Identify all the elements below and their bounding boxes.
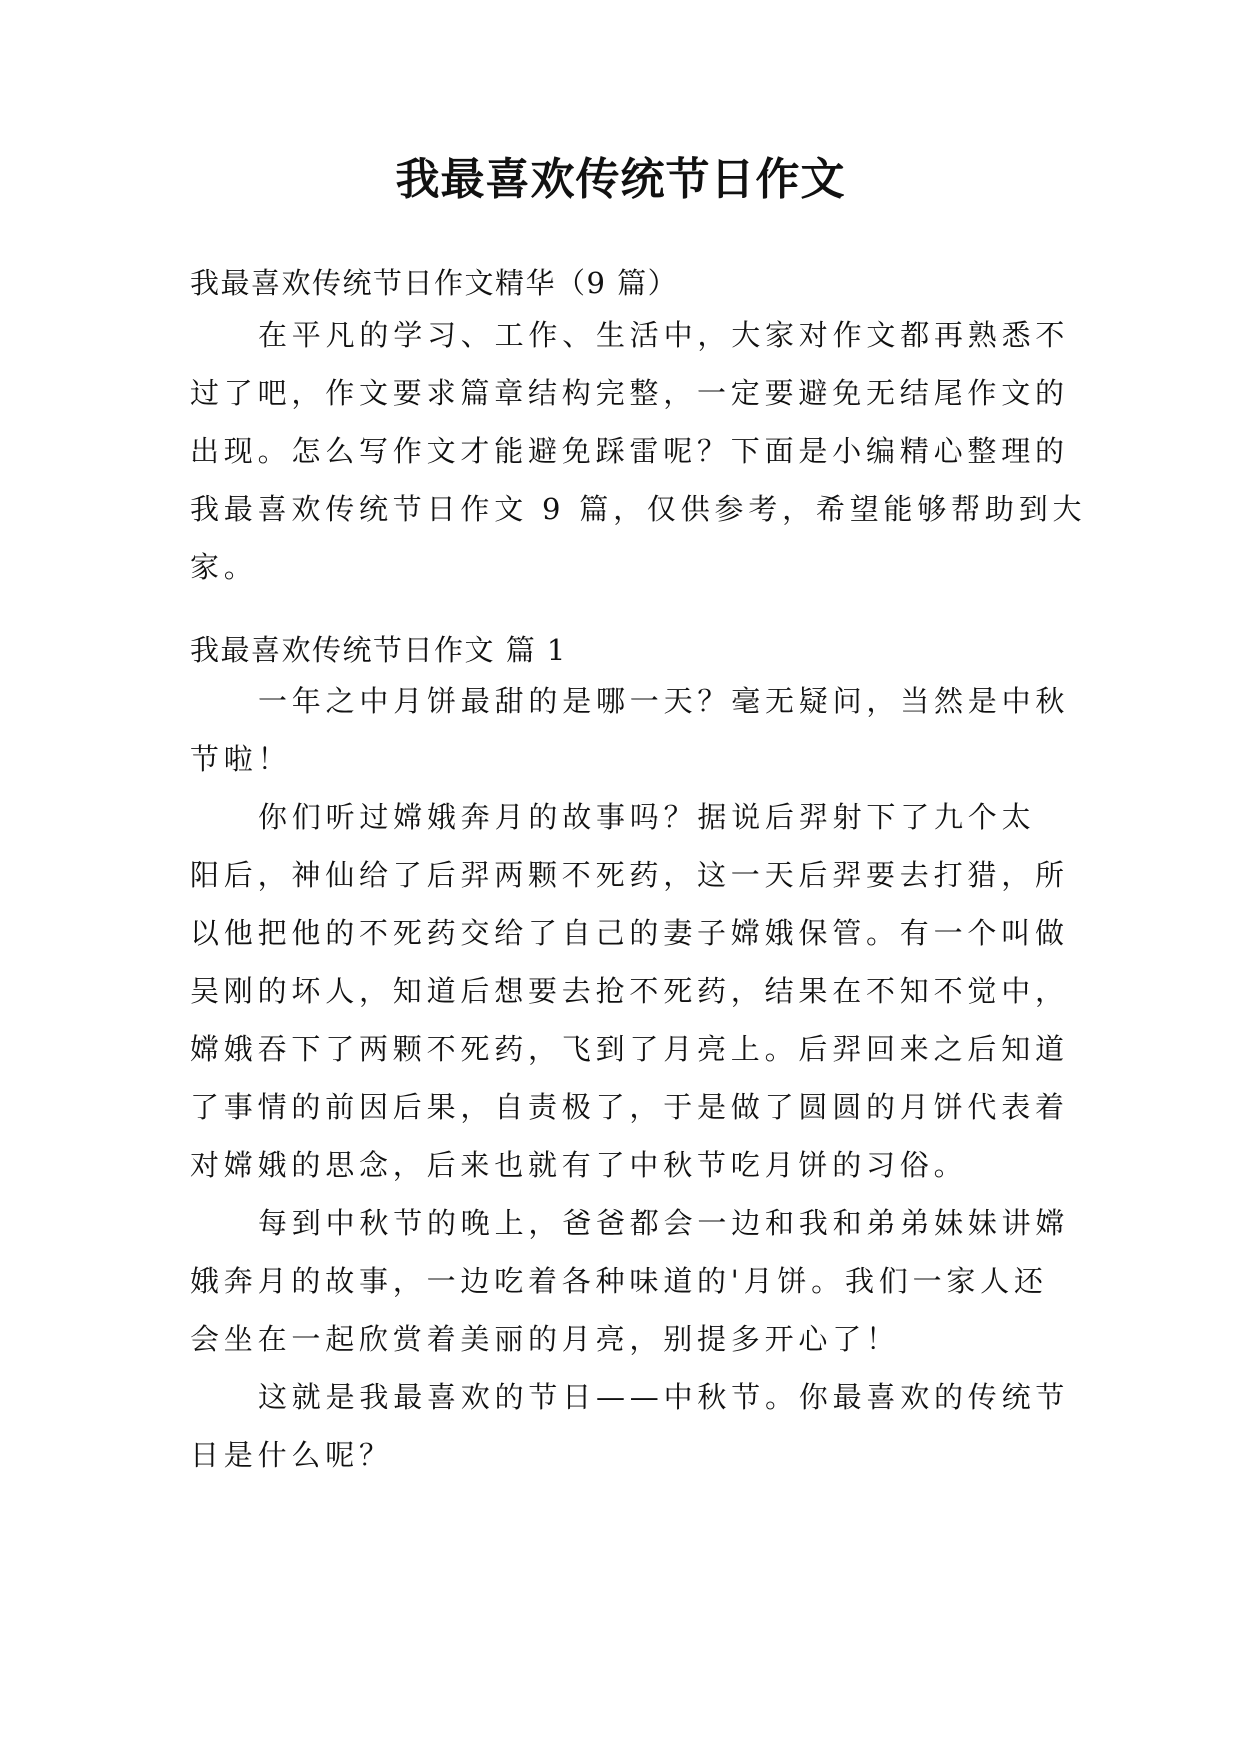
section1-paragraph-4 — [190, 1368, 1070, 1484]
intro-line: 在平凡的学习、工作、生活中，大家对作文都再熟悉不 — [258, 318, 1070, 352]
intro-paragraph — [190, 306, 1087, 596]
intro-line: 我最喜欢传统节日作文 9 篇，仅供参考，希望能够帮助到大 — [190, 492, 1087, 526]
section1-paragraph-1 — [190, 672, 1070, 788]
paragraph-line: 吴刚的坏人，知道后想要去抢不死药，结果在不知不觉中， — [190, 974, 1069, 1008]
paragraph-line: 日是什么呢？ — [190, 1438, 393, 1472]
intro-line: 出现。怎么写作文才能避免踩雷呢？下面是小编精心整理的 — [190, 434, 1069, 468]
paragraph-line: 嫦娥吞下了两颗不死药，飞到了月亮上。后羿回来之后知道 — [190, 1032, 1069, 1066]
paragraph-line: 阳后，神仙给了后羿两颗不死药，这一天后羿要去打猎，所 — [190, 858, 1069, 892]
paragraph-line: 对嫦娥的思念，后来也就有了中秋节吃月饼的习俗。 — [190, 1148, 968, 1182]
paragraph-line: 了事情的前因后果，自责极了，于是做了圆圆的月饼代表着 — [190, 1090, 1069, 1124]
paragraph-line: 一年之中月饼最甜的是哪一天？毫无疑问，当然是中秋 — [258, 684, 1070, 718]
section-heading: 我最喜欢传统节日作文 篇 1 — [190, 633, 567, 667]
paragraph-line: 这就是我最喜欢的节日——中秋节。你最喜欢的传统节 — [258, 1380, 1070, 1414]
paragraph-line: 娥奔月的故事，一边吃着各种味道的'月饼。我们一家人还 — [190, 1264, 1048, 1298]
document-title: 我最喜欢传统节日作文 — [395, 154, 846, 205]
paragraph-line: 会坐在一起欣赏着美丽的月亮，别提多开心了！ — [190, 1322, 900, 1356]
paragraph-line: 你们听过嫦娥奔月的故事吗？据说后羿射下了九个太 — [258, 800, 1036, 834]
intro-line: 家。 — [190, 550, 258, 584]
document-subtitle: 我最喜欢传统节日作文精华（9 篇） — [190, 266, 679, 300]
paragraph-line: 以他把他的不死药交给了自己的妻子嫦娥保管。有一个叫做 — [190, 916, 1069, 950]
paragraph-line: 节啦！ — [190, 742, 292, 776]
section1-paragraph-3 — [190, 1194, 1070, 1368]
paragraph-line: 每到中秋节的晚上，爸爸都会一边和我和弟弟妹妹讲嫦 — [258, 1206, 1070, 1240]
section1-paragraph-2 — [190, 788, 1069, 1194]
intro-line: 过了吧，作文要求篇章结构完整，一定要避免无结尾作文的 — [190, 376, 1069, 410]
